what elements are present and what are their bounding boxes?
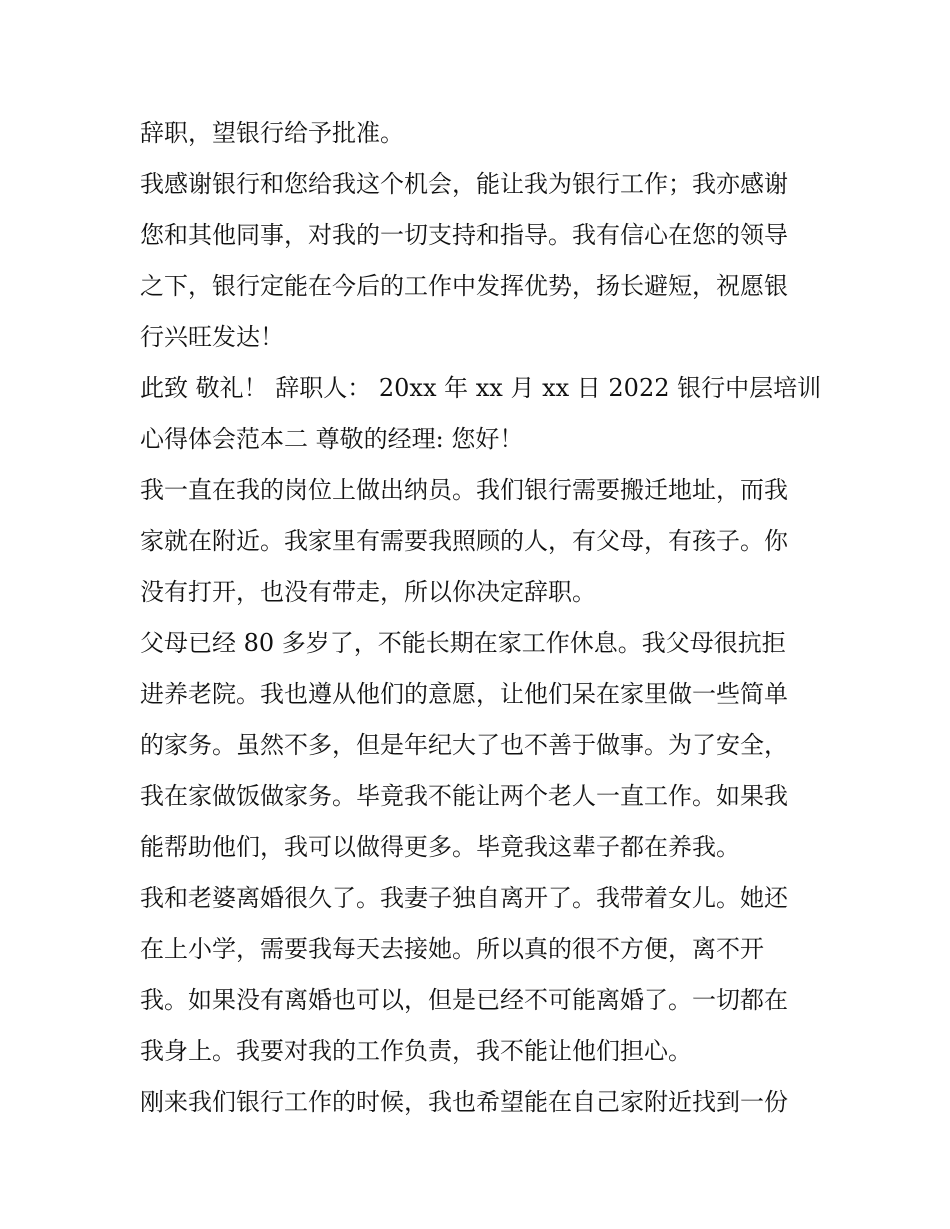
text-line: 行兴旺发达！ xyxy=(140,323,284,351)
text-line: 此致 敬礼！ 辞职人： 20xx 年 xx 月 xx 日 2022 银行中层培训 xyxy=(140,374,822,402)
text-line: 之下，银行定能在今后的工作中发挥优势，扬长避短，祝愿银 xyxy=(140,272,788,300)
text-line: 能帮助他们，我可以做得更多。毕竟我这辈子都在养我。 xyxy=(140,833,740,861)
text-line: 没有打开，也没有带走，所以你决定辞职。 xyxy=(140,578,596,606)
document-body xyxy=(140,108,830,1128)
text-line: 家就在附近。我家里有需要我照顾的人，有父母，有孩子。你 xyxy=(140,527,788,555)
text-line: 刚来我们银行工作的时候，我也希望能在自己家附近找到一份 xyxy=(140,1088,788,1116)
text-line: 在上小学，需要我每天去接她。所以真的很不方便，离不开 xyxy=(140,935,764,963)
text-line: 父母已经 80 多岁了，不能长期在家工作休息。我父母很抗拒 xyxy=(140,629,786,657)
text-line: 进养老院。我也遵从他们的意愿，让他们呆在家里做一些简单 xyxy=(140,680,788,708)
text-line: 您和其他同事，对我的一切支持和指导。我有信心在您的领导 xyxy=(140,221,788,249)
text-line: 我和老婆离婚很久了。我妻子独自离开了。我带着女儿。她还 xyxy=(140,884,788,912)
text-line: 的家务。虽然不多，但是年纪大了也不善于做事。为了安全， xyxy=(140,731,788,759)
text-line: 辞职，望银行给予批准。 xyxy=(140,119,404,147)
text-line: 我身上。我要对我的工作负责，我不能让他们担心。 xyxy=(140,1037,692,1065)
text-line: 我在家做饭做家务。毕竟我不能让两个老人一直工作。如果我 xyxy=(140,782,788,810)
text-line: 心得体会范本二 尊敬的经理: 您好！ xyxy=(140,425,524,453)
text-line: 我。如果没有离婚也可以，但是已经不可能离婚了。一切都在 xyxy=(140,986,788,1014)
text-line: 我一直在我的岗位上做出纳员。我们银行需要搬迁地址，而我 xyxy=(140,476,788,504)
text-line: 我感谢银行和您给我这个机会，能让我为银行工作；我亦感谢 xyxy=(140,170,788,198)
